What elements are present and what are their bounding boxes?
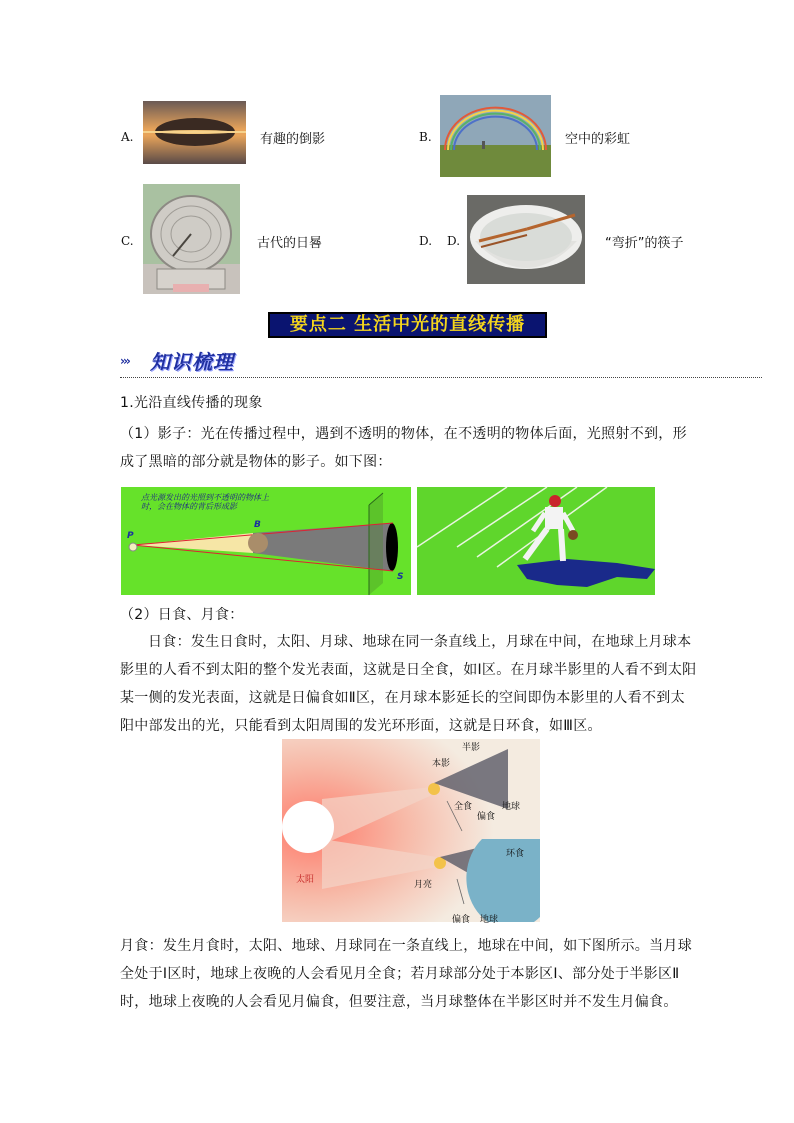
knowledge-heading bbox=[120, 346, 260, 376]
paragraph-shadow: （1）影子：光在传播过程中，遇到不透明的物体，在不透明的物体后面，光照射不到，形成了黑暗的部分就是物体的影子。如下图： bbox=[120, 426, 687, 470]
solar-eclipse-diagram bbox=[282, 739, 540, 925]
heading-1: 1.光沿直线传播的现象 bbox=[120, 395, 263, 411]
option-a-letter: A. bbox=[121, 130, 134, 144]
chevron-arrows-icon: ››› bbox=[120, 354, 129, 368]
point-p-label: P bbox=[127, 531, 134, 541]
chopsticks-bowl-photo bbox=[467, 195, 585, 284]
knowledge-label: 知识梳理 bbox=[150, 350, 234, 374]
paragraph-solar-eclipse: 日食：发生日食时，太阳、月球、地球在同一条直线上，月球在中间，在地球上月球本影里的人看不到太阳的整个发光表面，这就是日全食，如Ⅰ区。在月球半影里的人看不到太阳某一侧的发光表面，这就是日偏食如Ⅱ区，在月球本影延长的空间即伪本影里的人看不到太阳中部发出的光，只能看到太阳周围的发光环形面，这就是日环食，如Ⅲ区。 bbox=[120, 634, 697, 734]
earth-label-2: 地球 bbox=[480, 915, 499, 925]
point-light-shadow-diagram bbox=[121, 487, 411, 595]
option-c-caption: 古代的日晷 bbox=[257, 236, 323, 251]
partial-eclipse-label-2: 偏食 bbox=[452, 915, 471, 925]
option-d-letter: D. bbox=[419, 234, 433, 248]
option-d-letter-repeat: D. bbox=[447, 234, 461, 248]
annular-eclipse-label: 环食 bbox=[506, 849, 525, 859]
penumbra-label: 半影 bbox=[462, 743, 481, 753]
option-d-caption: “弯折”的筷子 bbox=[605, 236, 684, 251]
partial-eclipse-label: 偏食 bbox=[477, 812, 496, 822]
paragraph-lunar-eclipse: 月食：发生月食时，太阳、地球、月球同在一条直线上，地球在中间，如下图所示。当月球全处于Ⅰ区时，地球上夜晚的人会看见月全食；若月球部分处于本影区Ⅰ、部分处于半影区Ⅱ时，地球上夜晚的人会看见月偏食，但要注意，当月球整体在半影区时并不发生月偏食。 bbox=[120, 938, 692, 1010]
reflection-photo bbox=[143, 101, 246, 164]
option-c-letter: C. bbox=[121, 234, 134, 248]
option-b-caption: 空中的彩虹 bbox=[565, 132, 631, 147]
umbra-label: 本影 bbox=[432, 759, 451, 769]
sun-label: 太阳 bbox=[296, 875, 315, 885]
rainbow-photo bbox=[440, 95, 551, 177]
total-eclipse-label: 全食 bbox=[454, 802, 473, 812]
option-a-caption: 有趣的倒影 bbox=[260, 132, 326, 147]
moon-label: 月亮 bbox=[414, 880, 433, 890]
heading-2: （2）日食、月食： bbox=[120, 607, 244, 623]
section-title-banner: 要点二 生活中光的直线传播 bbox=[268, 312, 547, 338]
baseball-player-shadow-image bbox=[417, 487, 655, 595]
sundial-photo bbox=[143, 184, 240, 294]
dotted-divider bbox=[120, 377, 762, 378]
point-s-label: S bbox=[397, 572, 404, 582]
earth-label: 地球 bbox=[502, 802, 521, 812]
shadow-note: 点光源发出的光照到不透明的物体上时，会在物体的背后形成影 bbox=[141, 493, 269, 511]
option-b-letter: B. bbox=[419, 130, 432, 144]
point-b-label: B bbox=[254, 520, 261, 530]
